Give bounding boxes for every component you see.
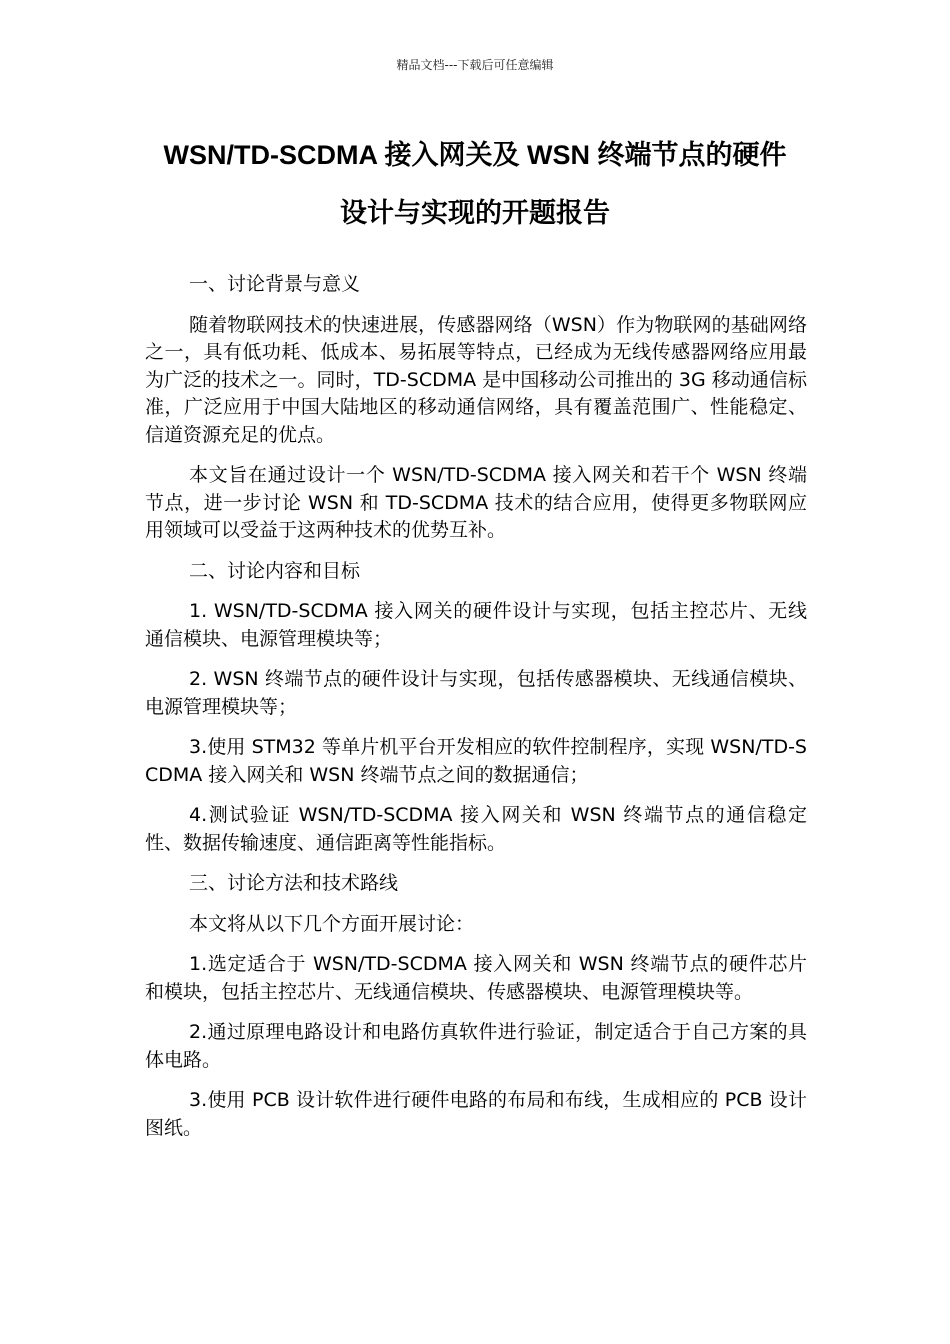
list-item-chip-selection: 1.选定适合于 WSN/TD-SCDMA 接入网关和 WSN 终端节点的硬件芯片和模块，包括主控芯片、无线通信模块、传感器模块、电源管理模块等。	[145, 953, 807, 1003]
header-note: 精品文档---下载后可任意编辑	[396, 58, 554, 72]
list-item-software: 3.使用 STM32 等单片机平台开发相应的软件控制程序，实现 WSN/TD-SCDMA 接入网关和 WSN 终端节点之间的数据通信；	[145, 736, 807, 786]
list-item-circuit-design: 2.通过原理电路设计和电路仿真软件进行验证，制定适合于自己方案的具体电路。	[145, 1021, 807, 1071]
paragraph-purpose: 本文旨在通过设计一个 WSN/TD-SCDMA 接入网关和若干个 WSN 终端节点，进一步讨论 WSN 和 TD-SCDMA 技术的结合应用，使得更多物联网应用领域可以受益于这两种技术的优势互补。	[145, 464, 807, 541]
section-heading-content-goals: 二、讨论内容和目标	[189, 559, 361, 582]
list-item-testing: 4.测试验证 WSN/TD-SCDMA 接入网关和 WSN 终端节点的通信稳定性、数据传输速度、通信距离等性能指标。	[145, 804, 807, 854]
paragraph-background: 随着物联网技术的快速进展，传感器网络（WSN）作为物联网的基础网络之一，具有低功耗、低成本、易拓展等特点，已经成为无线传感器网络应用最为广泛的技术之一。同时，TD-SCDMA 是中国移动公司推出的 3G 移动通信标准，广泛应用于中国大陆地区的移动通信网络，具有覆盖范围广、性能稳定、信道资源充足的优点。	[145, 313, 807, 446]
document-body	[145, 271, 807, 1155]
list-item-node-hardware: 2. WSN 终端节点的硬件设计与实现，包括传感器模块、无线通信模块、电源管理模块等；	[145, 668, 807, 718]
section-heading-methods: 三、讨论方法和技术路线	[189, 872, 399, 894]
list-item-gateway-hardware: 1. WSN/TD-SCDMA 接入网关的硬件设计与实现，包括主控芯片、无线通信模块、电源管理模块等；	[145, 600, 807, 650]
document-title-line-1: WSN/TD-SCDMA 接入网关及 WSN 终端节点的硬件	[163, 140, 787, 170]
document-title-line-2: 设计与实现的开题报告	[340, 198, 610, 228]
paragraph-methods-intro: 本文将从以下几个方面开展讨论：	[189, 912, 475, 935]
section-heading-background: 一、讨论背景与意义	[189, 273, 361, 295]
list-item-pcb-design: 3.使用 PCB 设计软件进行硬件电路的布局和布线，生成相应的 PCB 设计图纸。	[145, 1089, 807, 1139]
